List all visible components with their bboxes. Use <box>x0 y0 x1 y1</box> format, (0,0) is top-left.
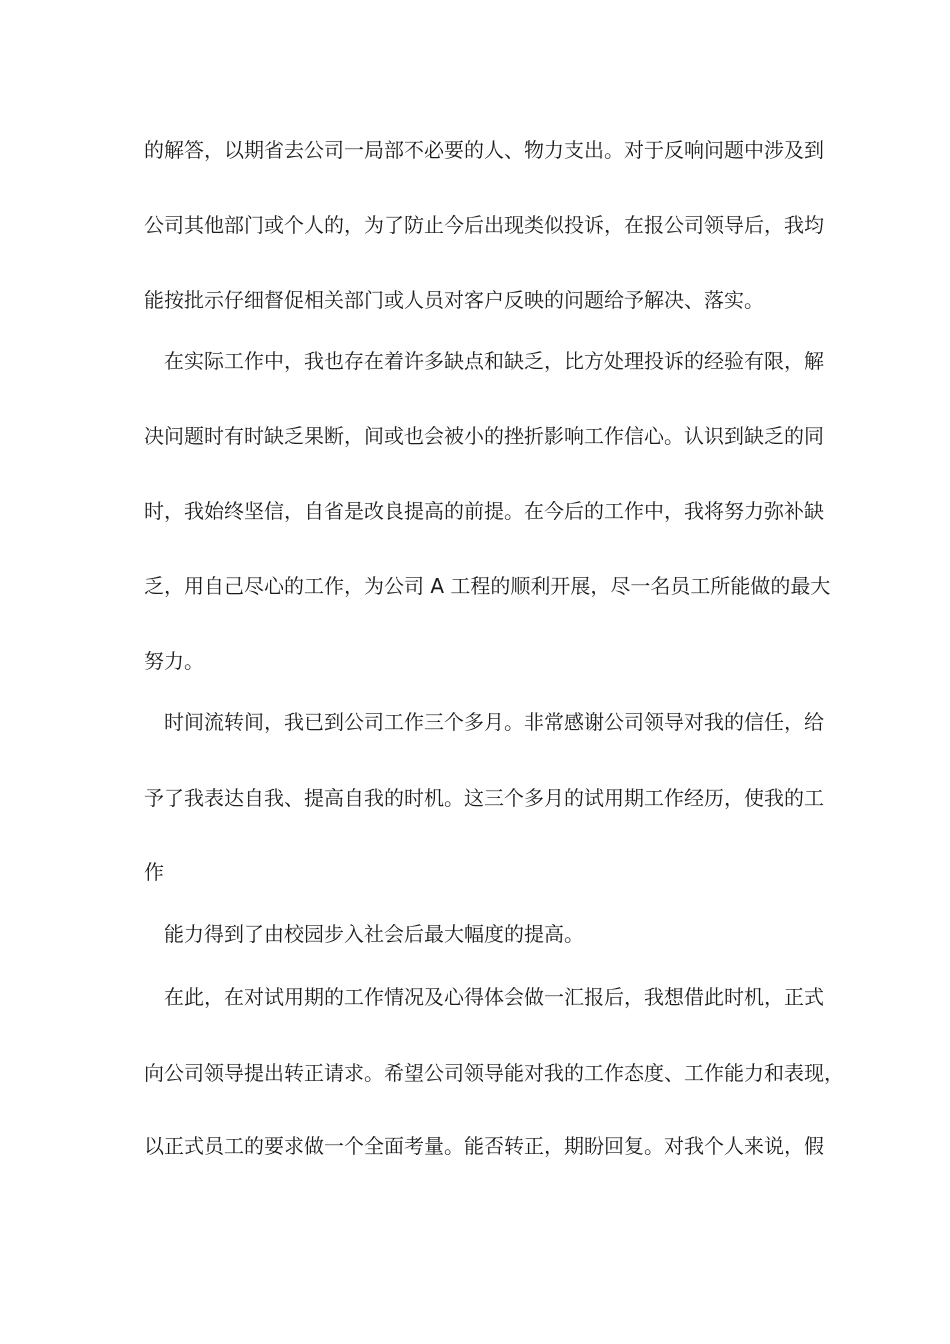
text-line: 予了我表达自我、提高自我的时机。这三个多月的试用期工作经历，使我的工 <box>144 786 824 810</box>
paragraph-start-line: 在此，在对试用期的工作情况及心得体会做一汇报后，我想借此时机，正式 <box>164 985 824 1009</box>
text-line: 乏，用自己尽心的工作，为公司 A 工程的顺利开展，尽一名员工所能做的最大 <box>144 574 831 598</box>
text-line: 向公司领导提出转正请求。希望公司领导能对我的工作态度、工作能力和表现， <box>144 1061 844 1085</box>
text-line: 努力。 <box>144 649 204 673</box>
text-line: 能按批示仔细督促相关部门或人员对客户反映的问题给予解决、落实。 <box>144 288 764 312</box>
text-line: 以正式员工的要求做一个全面考量。能否转正，期盼回复。对我个人来说，假 <box>144 1134 824 1158</box>
text-line: 时，我始终坚信，自省是改良提高的前提。在今后的工作中，我将努力弥补缺 <box>144 499 824 523</box>
text-line: 决问题时有时缺乏果断，间或也会被小的挫折影响工作信心。认识到缺乏的同 <box>144 424 824 448</box>
text-line: 作 <box>144 860 164 884</box>
text-line: 的解答，以期省去公司一局部不必要的人、物力支出。对于反响问题中涉及到 <box>144 138 824 162</box>
paragraph-start-line: 能力得到了由校园步入社会后最大幅度的提高。 <box>164 922 584 946</box>
paragraph-start-line: 在实际工作中，我也存在着许多缺点和缺乏，比方处理投诉的经验有限，解 <box>164 349 824 373</box>
paragraph-start-line: 时间流转间，我已到公司工作三个多月。非常感谢公司领导对我的信任，给 <box>164 710 824 734</box>
text-line: 公司其他部门或个人的，为了防止今后出现类似投诉，在报公司领导后，我均 <box>144 213 824 237</box>
